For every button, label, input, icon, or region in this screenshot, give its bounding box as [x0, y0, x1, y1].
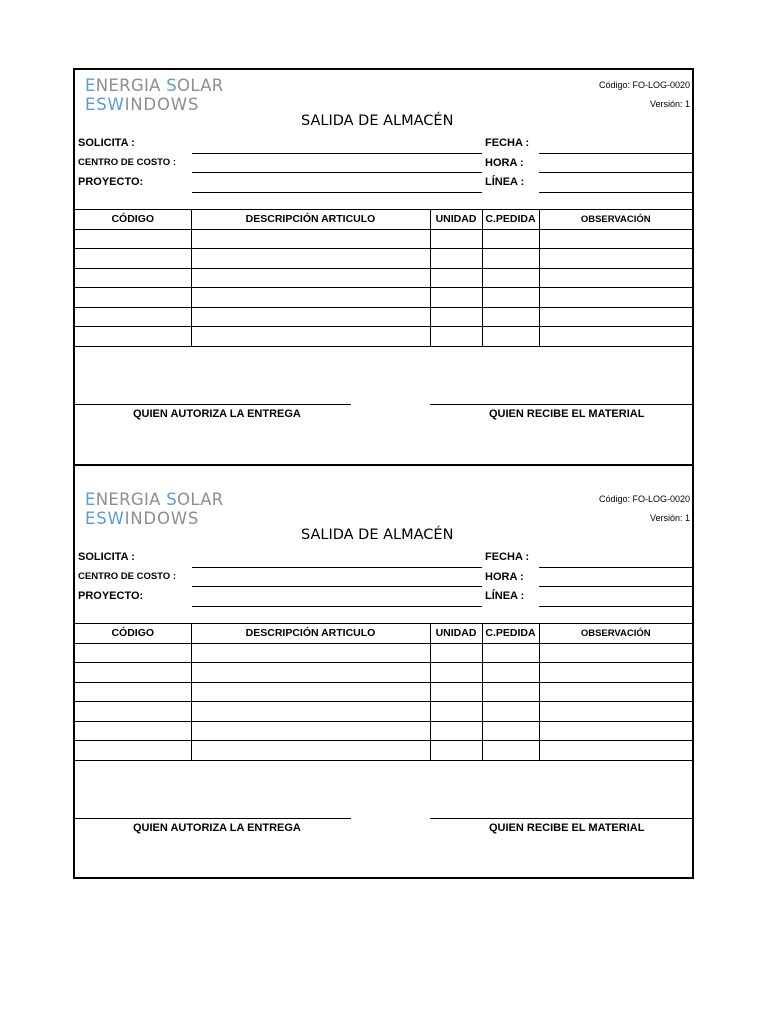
- table-cell[interactable]: [75, 288, 191, 308]
- table-cell[interactable]: [430, 663, 482, 683]
- table-cell[interactable]: [482, 307, 539, 327]
- table-cell[interactable]: [430, 741, 482, 761]
- header-codigo: CÓDIGO: [75, 210, 191, 230]
- header-codigo: CÓDIGO: [75, 624, 191, 644]
- table-cell[interactable]: [191, 307, 430, 327]
- receive-signature-line[interactable]: [430, 404, 692, 405]
- table-cell[interactable]: [430, 643, 482, 663]
- proyecto-label: PROYECTO:: [78, 176, 144, 188]
- solicita-label: SOLICITA :: [78, 137, 135, 149]
- table-row: [75, 249, 692, 269]
- table-cell[interactable]: [75, 268, 191, 288]
- table-cell[interactable]: [539, 663, 692, 683]
- table-cell[interactable]: [191, 229, 430, 249]
- proyecto-field[interactable]: [192, 192, 482, 193]
- table-cell[interactable]: [482, 702, 539, 722]
- table-row: [75, 288, 692, 308]
- table-cell[interactable]: [191, 682, 430, 702]
- centro-costo-field[interactable]: [192, 586, 482, 587]
- table-cell[interactable]: [539, 327, 692, 347]
- table-row: [75, 327, 692, 347]
- copy-divider: [75, 464, 692, 466]
- table-cell[interactable]: [191, 327, 430, 347]
- header-unidad: UNIDAD: [430, 210, 482, 230]
- table-cell[interactable]: [482, 741, 539, 761]
- table-row: [75, 229, 692, 249]
- table-cell[interactable]: [539, 307, 692, 327]
- document-frame: [73, 68, 694, 879]
- linea-label: LÍNEA :: [485, 176, 525, 188]
- table-cell[interactable]: [539, 741, 692, 761]
- table-cell[interactable]: [482, 249, 539, 269]
- table-row: [75, 307, 692, 327]
- table-cell[interactable]: [539, 682, 692, 702]
- proyecto-label: PROYECTO:: [78, 590, 144, 602]
- table-cell[interactable]: [482, 268, 539, 288]
- items-header-row: [75, 624, 692, 644]
- table-cell[interactable]: [482, 327, 539, 347]
- header-observacion: OBSERVACIÓN: [539, 210, 692, 230]
- table-cell[interactable]: [191, 741, 430, 761]
- hora-field[interactable]: [539, 172, 692, 173]
- table-row: [75, 702, 692, 722]
- hora-label: HORA :: [485, 157, 524, 169]
- authorize-signature-line[interactable]: [75, 404, 351, 405]
- document-code: Código: FO-LOG-0020: [598, 80, 690, 90]
- table-cell[interactable]: [75, 721, 191, 741]
- table-cell[interactable]: [75, 229, 191, 249]
- header-descripcion: DESCRIPCIÓN ARTICULO: [191, 210, 430, 230]
- proyecto-field[interactable]: [192, 606, 482, 607]
- table-cell[interactable]: [191, 268, 430, 288]
- table-cell[interactable]: [75, 663, 191, 683]
- receive-signature-line[interactable]: [430, 818, 692, 819]
- table-cell[interactable]: [430, 721, 482, 741]
- company-logo: ENERGIA SOLAR ESWINDOWS: [85, 76, 224, 114]
- table-cell[interactable]: [482, 663, 539, 683]
- table-cell[interactable]: [482, 229, 539, 249]
- form-copy-2: [75, 484, 692, 878]
- table-cell[interactable]: [430, 229, 482, 249]
- table-cell[interactable]: [430, 702, 482, 722]
- linea-label: LÍNEA :: [485, 590, 525, 602]
- table-cell[interactable]: [430, 249, 482, 269]
- table-cell[interactable]: [539, 288, 692, 308]
- signature-area-separator: [75, 760, 692, 761]
- table-cell[interactable]: [482, 682, 539, 702]
- table-cell[interactable]: [482, 643, 539, 663]
- header-cantidad-pedida: C.PEDIDA: [482, 210, 539, 230]
- form-title: SALIDA DE ALMACÉN: [301, 527, 454, 543]
- table-row: [75, 663, 692, 683]
- solicita-field[interactable]: [192, 153, 482, 154]
- document-version: Versión: 1: [649, 99, 690, 109]
- header-descripcion: DESCRIPCIÓN ARTICULO: [191, 624, 430, 644]
- authorize-signature-label: QUIEN AUTORIZA LA ENTREGA: [133, 822, 301, 834]
- items-table: [75, 209, 692, 347]
- receive-signature-label: QUIEN RECIBE EL MATERIAL: [489, 408, 645, 420]
- table-cell[interactable]: [75, 741, 191, 761]
- table-row: [75, 643, 692, 663]
- centro-costo-label: CENTRO DE COSTO :: [78, 571, 176, 582]
- table-cell[interactable]: [482, 288, 539, 308]
- table-row: [75, 721, 692, 741]
- centro-costo-label: CENTRO DE COSTO :: [78, 157, 176, 168]
- form-copy-1: [75, 70, 692, 464]
- table-cell[interactable]: [191, 721, 430, 741]
- items-table: [75, 623, 692, 761]
- linea-field[interactable]: [539, 192, 692, 193]
- table-cell[interactable]: [430, 327, 482, 347]
- form-title: SALIDA DE ALMACÉN: [301, 113, 454, 129]
- table-cell[interactable]: [539, 268, 692, 288]
- table-cell[interactable]: [430, 682, 482, 702]
- header-unidad: UNIDAD: [430, 624, 482, 644]
- header-observacion: OBSERVACIÓN: [539, 624, 692, 644]
- table-row: [75, 741, 692, 761]
- table-row: [75, 682, 692, 702]
- fecha-label: FECHA :: [485, 551, 530, 563]
- header-cantidad-pedida: C.PEDIDA: [482, 624, 539, 644]
- table-cell[interactable]: [430, 307, 482, 327]
- fecha-field[interactable]: [539, 153, 692, 154]
- table-cell[interactable]: [75, 249, 191, 269]
- authorize-signature-label: QUIEN AUTORIZA LA ENTREGA: [133, 408, 301, 420]
- document-code: Código: FO-LOG-0020: [598, 494, 690, 504]
- hora-label: HORA :: [485, 571, 524, 583]
- table-cell[interactable]: [75, 327, 191, 347]
- solicita-field[interactable]: [192, 567, 482, 568]
- table-cell[interactable]: [75, 702, 191, 722]
- table-cell[interactable]: [75, 682, 191, 702]
- table-cell[interactable]: [75, 307, 191, 327]
- table-row: [75, 268, 692, 288]
- table-cell[interactable]: [191, 663, 430, 683]
- table-cell[interactable]: [539, 721, 692, 741]
- table-cell[interactable]: [430, 268, 482, 288]
- hora-field[interactable]: [539, 586, 692, 587]
- solicita-label: SOLICITA :: [78, 551, 135, 563]
- table-cell[interactable]: [539, 229, 692, 249]
- document-version: Versión: 1: [649, 513, 690, 523]
- fecha-field[interactable]: [539, 567, 692, 568]
- table-cell[interactable]: [539, 643, 692, 663]
- table-cell[interactable]: [539, 702, 692, 722]
- authorize-signature-line[interactable]: [75, 818, 351, 819]
- table-cell[interactable]: [191, 288, 430, 308]
- linea-field[interactable]: [539, 606, 692, 607]
- table-cell[interactable]: [75, 643, 191, 663]
- table-cell[interactable]: [482, 721, 539, 741]
- table-cell[interactable]: [430, 288, 482, 308]
- company-logo: ENERGIA SOLAR ESWINDOWS: [85, 490, 224, 528]
- table-cell[interactable]: [191, 249, 430, 269]
- table-cell[interactable]: [539, 249, 692, 269]
- receive-signature-label: QUIEN RECIBE EL MATERIAL: [489, 822, 645, 834]
- signature-area-separator: [75, 346, 692, 347]
- items-header-row: [75, 210, 692, 230]
- table-cell[interactable]: [191, 643, 430, 663]
- table-cell[interactable]: [191, 702, 430, 722]
- centro-costo-field[interactable]: [192, 172, 482, 173]
- fecha-label: FECHA :: [485, 137, 530, 149]
